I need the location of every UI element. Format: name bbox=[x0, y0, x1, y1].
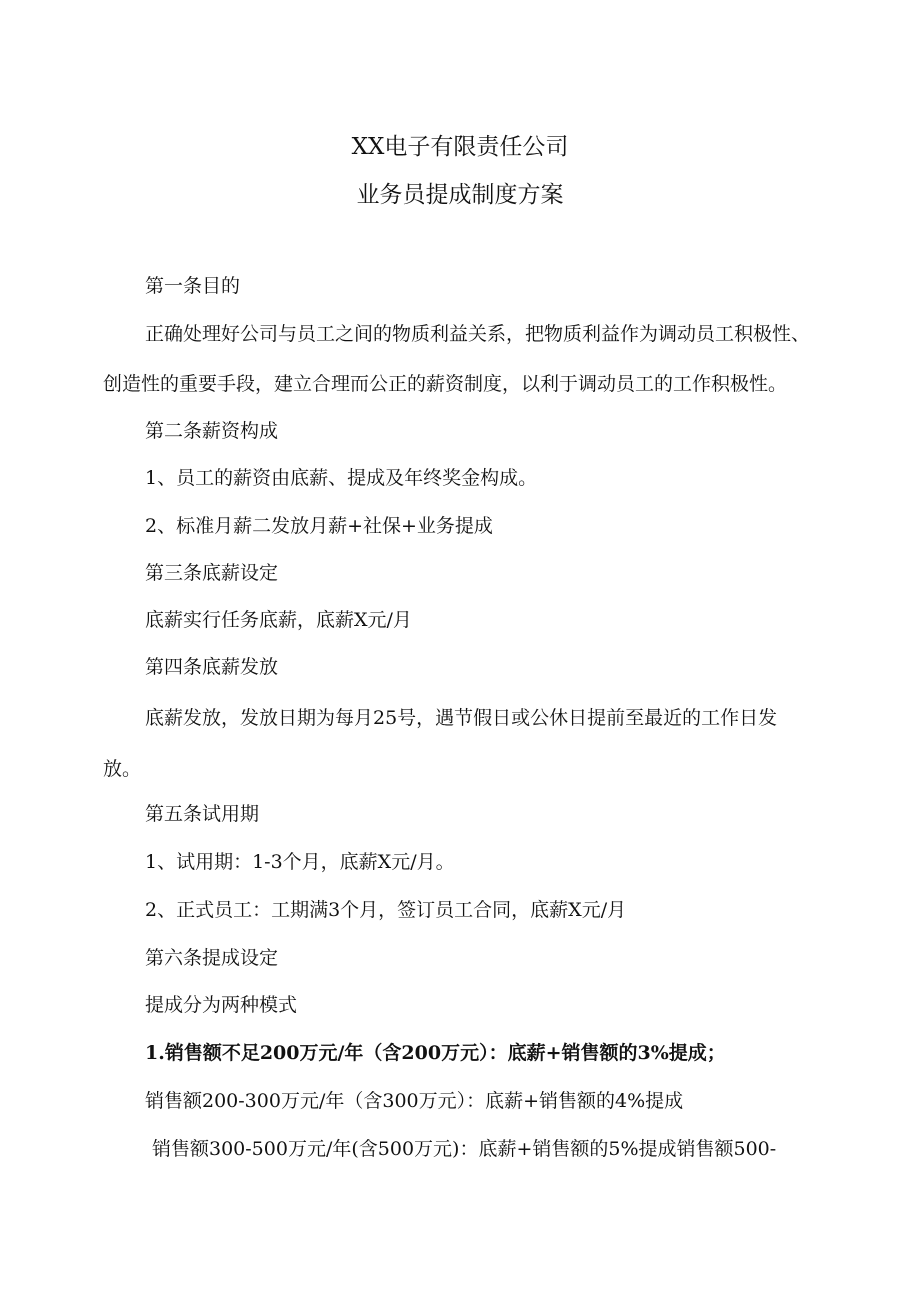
paragraph-line: 2、标准月薪二发放月薪+社保+业务提成 bbox=[145, 515, 493, 537]
paragraph-line: 1、员工的薪资由底薪、提成及年终奖金构成。 bbox=[145, 467, 538, 489]
paragraph-line: 创造性的重要手段，建立合理而公正的薪资制度，以利于调动员工的工作积极性。 bbox=[103, 373, 788, 395]
article-4-heading: 第四条底薪发放 bbox=[145, 656, 279, 678]
paragraph-line: 销售额300-500万元/年(含500万元)：底薪+销售额的5%提成销售额500- bbox=[152, 1138, 777, 1160]
paragraph-line: 2、正式员工：工期满3个月，签订员工合同，底薪X元/月 bbox=[145, 899, 627, 921]
paragraph-line: 放。 bbox=[103, 758, 142, 780]
paragraph-line: 1、试用期：1-3个月，底薪X元/月。 bbox=[145, 851, 455, 873]
company-title: XX电子有限责任公司 bbox=[351, 134, 569, 160]
article-2-heading: 第二条薪资构成 bbox=[145, 420, 279, 442]
paragraph-line: 1.销售额不足200万元/年（含200万元）：底薪+销售额的3%提成； bbox=[145, 1042, 726, 1064]
article-1-heading: 第一条目的 bbox=[145, 275, 241, 297]
article-3-heading: 第三条底薪设定 bbox=[145, 562, 279, 584]
article-6-heading: 第六条提成设定 bbox=[145, 947, 279, 969]
article-5-heading: 第五条试用期 bbox=[145, 803, 260, 825]
paragraph-line: 底薪发放，发放日期为每月25号，遇节假日或公休日提前至最近的工作日发 bbox=[145, 707, 778, 729]
document-subtitle: 业务员提成制度方案 bbox=[356, 182, 564, 208]
paragraph-line: 底薪实行任务底薪，底薪X元/月 bbox=[145, 609, 412, 631]
paragraph-line: 正确处理好公司与员工之间的物质利益关系，把物质利益作为调动员工积极性、 bbox=[145, 323, 811, 345]
paragraph-line: 提成分为两种模式 bbox=[145, 994, 298, 1016]
paragraph-line: 销售额200-300万元/年（含300万元）：底薪+销售额的4%提成 bbox=[145, 1090, 684, 1112]
